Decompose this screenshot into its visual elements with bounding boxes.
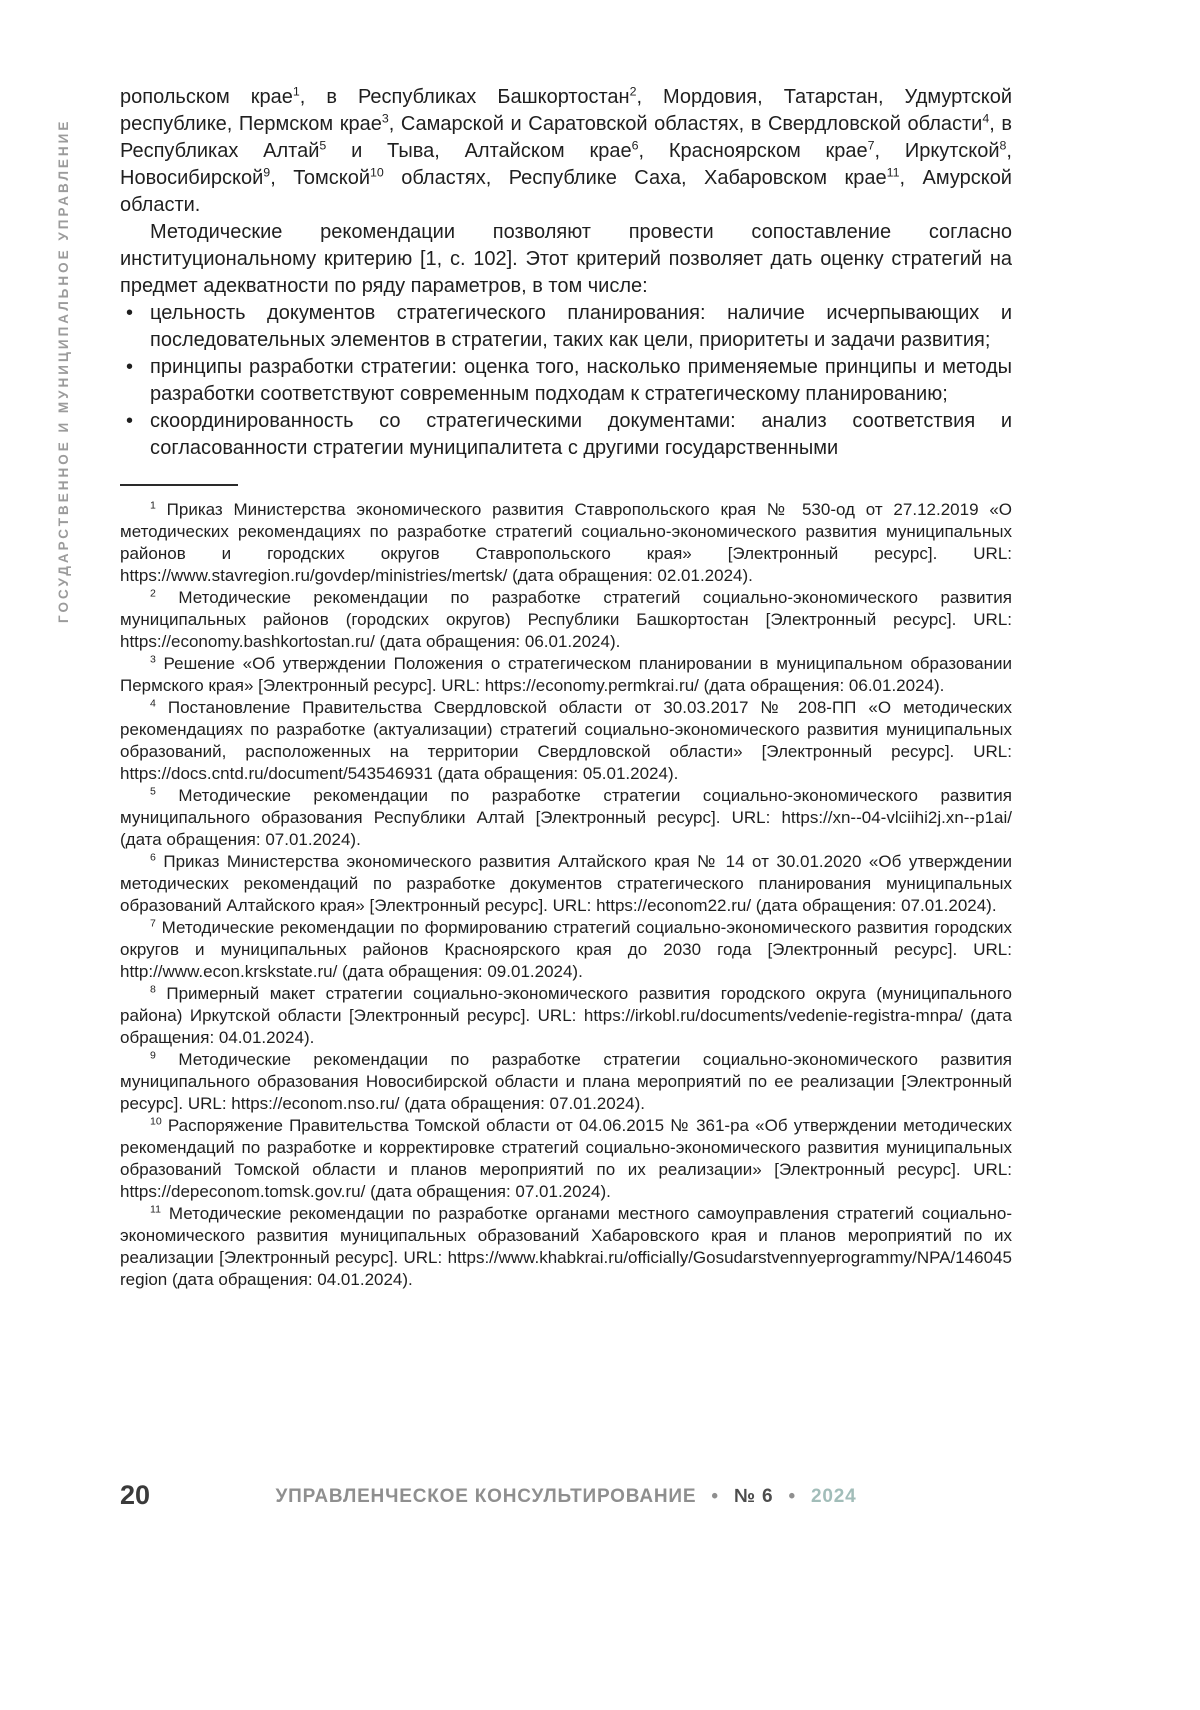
footnote-number: 2 — [150, 587, 156, 600]
footnote: $^{11}$ Методические рекомендации по разработке органами местного самоуправления стратегий социально-экономического развития муниципальных образований Хабаровского края и планов мероприятий по их реализации [Электронный ресурс]. URL: https://www.khabkrai.ru/officially/Gosudarstvennyeprogrammy/NPA/146045 region (дата обращения: 04.01.2024). — [120, 1203, 1012, 1289]
footnote-number: 8 — [150, 983, 156, 996]
footnote: $^{10}$ Распоряжение Правительства Томской области от 04.06.2015 № 361-ра «Об утверждении методических рекомендаций по разработке и корректировке стратегий социально-экономического развития муниципальных образований Томской области и планов мероприятий по их реализации» [Электронный ресурс]. URL: https://depeconom.tomsk.gov.ru/ (дата обращения: 07.01.2024). — [120, 1115, 1012, 1201]
footnote-ref: 8 — [999, 138, 1007, 153]
footnote-number: 10 — [150, 1115, 162, 1128]
footnote-ref: 6 — [631, 138, 639, 153]
footnote-number: 1 — [150, 499, 156, 512]
criteria-item — [120, 300, 1012, 354]
criteria-item-text: принципы разработки стратегии: оценка того, насколько применяемые принципы и методы разработки соответствуют современным подходам к стратегическому планированию; — [150, 356, 1012, 405]
footnote-ref: 10 — [370, 165, 384, 180]
footnote-number: 11 — [150, 1203, 161, 1216]
footnote-ref: 5 — [319, 138, 327, 153]
criteria-item-text: цельность документов стратегического планирования: наличие исчерпывающих и последовательных элементов в стратегии, таких как цели, приоритеты и задачи развития; — [150, 302, 1012, 351]
footnote-ref: 4 — [982, 111, 990, 126]
footnote-number: 3 — [150, 653, 156, 666]
footnote-number: 7 — [150, 917, 156, 930]
page-footer — [120, 1480, 1012, 1522]
footnote-number: 9 — [150, 1049, 156, 1062]
criteria-item — [120, 408, 1012, 462]
footnote-number: 5 — [150, 785, 156, 798]
issue-number: № 6 — [733, 1486, 774, 1507]
footnote: $^2$ Методические рекомендации по разработке стратегий социально-экономического развития муниципальных районов (городских округов) Республики Башкортостан [Электронный ресурс]. URL: https://economy.bashkortostan.ru/ (дата обращения: 06.01.2024). — [120, 587, 1012, 651]
issue-year: 2024 — [811, 1486, 857, 1507]
criteria-list — [120, 300, 1012, 462]
section-rubric-vertical: ГОСУДАРСТВЕННОЕ И МУНИЦИПАЛЬНОЕ УПРАВЛЕНИЕ — [56, 118, 71, 623]
bullet-marker-icon: • — [126, 302, 134, 324]
body-paragraph-1: ропольском крае$^1$, в Республиках Башкортостан$^2$, Мордовия, Татарстан, Удмуртской республике, Пермском крае$^3$, Самарской и Саратовской областях, в Свердловской области$^4$, в Республиках Алтай$^5$ и Тыва, Алтайском крае$^6$, Красноярском крае$^7$, Иркутской$^8$, Новосибирской$^9$, Томской$^{10}$ областях, Республике Саха, Хабаровском крае$^{11}$, Амурской области. — [120, 84, 1013, 216]
criteria-item-text: скоординированность со стратегическими документами: анализ соответствия и согласованности стратегии муниципалитета с другими государственными — [150, 410, 1012, 459]
criteria-item — [120, 354, 1012, 408]
journal-title: УПРАВЛЕНЧЕСКОЕ КОНСУЛЬТИРОВАНИЕ — [275, 1486, 697, 1507]
footnote: $^6$ Приказ Министерства экономического развития Алтайского края № 14 от 30.01.2020 «Об утверждении методических рекомендаций по разработке документов стратегического планирования муниципальных образований Алтайского края» [Электронный ресурс]. URL: https://econom22.ru/ (дата обращения: 07.01.2024). — [120, 851, 1012, 915]
journal-footer-line — [276, 1486, 857, 1508]
footnote-ref: 9 — [263, 165, 271, 180]
footnote: $^5$ Методические рекомендации по разработке стратегии социально-экономического развития муниципального образования Республики Алтай [Электронный ресурс]. URL: https://xn--04-vlciihi2j.xn--p1ai/ (дата обращения: 07.01.2024). — [120, 785, 1012, 849]
bullet-marker-icon: • — [126, 410, 134, 432]
footnote: $^9$ Методические рекомендации по разработке стратегии социально-экономического развития муниципального образования Новосибирской области и плана мероприятий по ее реализации [Электронный ресурс]. URL: https://econom.nso.ru/ (дата обращения: 07.01.2024). — [120, 1049, 1012, 1113]
footnotes-section — [120, 499, 1012, 1291]
page-number: 20 — [120, 1480, 151, 1510]
footnote-ref: 2 — [629, 84, 637, 99]
footnote-number: 6 — [150, 851, 156, 864]
footnote-ref: 3 — [381, 111, 389, 126]
footnote: $^3$ Решение «Об утверждении Положения о стратегическом планировании в муниципальном образовании Пермского края» [Электронный ресурс]. URL: https://economy.permkrai.ru/ (дата обращения: 06.01.2024). — [120, 653, 1012, 695]
footnote-number: 4 — [150, 697, 156, 710]
body-paragraph-2: Методические рекомендации позволяют провести сопоставление согласно институциональному критерию [1, с. 102]. Этот критерий позволяет дать оценку стратегий на предмет адекватности по ряду параметров, в том числе: — [120, 221, 1012, 297]
footnote: $^7$ Методические рекомендации по формированию стратегий социально-экономического развития городских округов и муниципальных районов Красноярского края до 2030 года [Электронный ресурс]. URL: http://www.econ.krskstate.ru/ (дата обращения: 09.01.2024). — [120, 917, 1012, 981]
footnote: $^4$ Постановление Правительства Свердловской области от 30.03.2017 № 208-ПП «О методических рекомендациях по разработке (актуализации) стратегий социально-экономического развития муниципальных образований, расположенных на территории Свердловской области» [Электронный ресурс]. URL: https://docs.cntd.ru/document/543546931 (дата обращения: 05.01.2024). — [120, 697, 1012, 783]
footnote: $^1$ Приказ Министерства экономического развития Ставропольского края № 530-од от 27.12.2019 «О методических рекомендациях по разработке стратегий социально-экономического развития муниципальных районов и городских округов Ставропольского края» [Электронный ресурс]. URL: https://www.stavregion.ru/govdep/ministries/mertsk/ (дата обращения: 02.01.2024). — [120, 499, 1012, 585]
footer-separator-icon: • — [788, 1486, 796, 1507]
footnote-ref: 7 — [867, 138, 875, 153]
footer-separator-icon: • — [711, 1486, 719, 1507]
article-body — [120, 84, 1012, 1291]
footnote-ref: 1 — [292, 84, 300, 99]
bullet-marker-icon: • — [126, 356, 134, 378]
footnote-ref: 11 — [886, 165, 900, 180]
footnote-separator — [120, 484, 238, 486]
footnote: $^8$ Примерный макет стратегии социально-экономического развития городского округа (муниципального района) Иркутской области [Электронный ресурс]. URL: https://irkobl.ru/documents/vedenie-registra-mnpa/ (дата обращения: 04.01.2024). — [120, 983, 1012, 1047]
